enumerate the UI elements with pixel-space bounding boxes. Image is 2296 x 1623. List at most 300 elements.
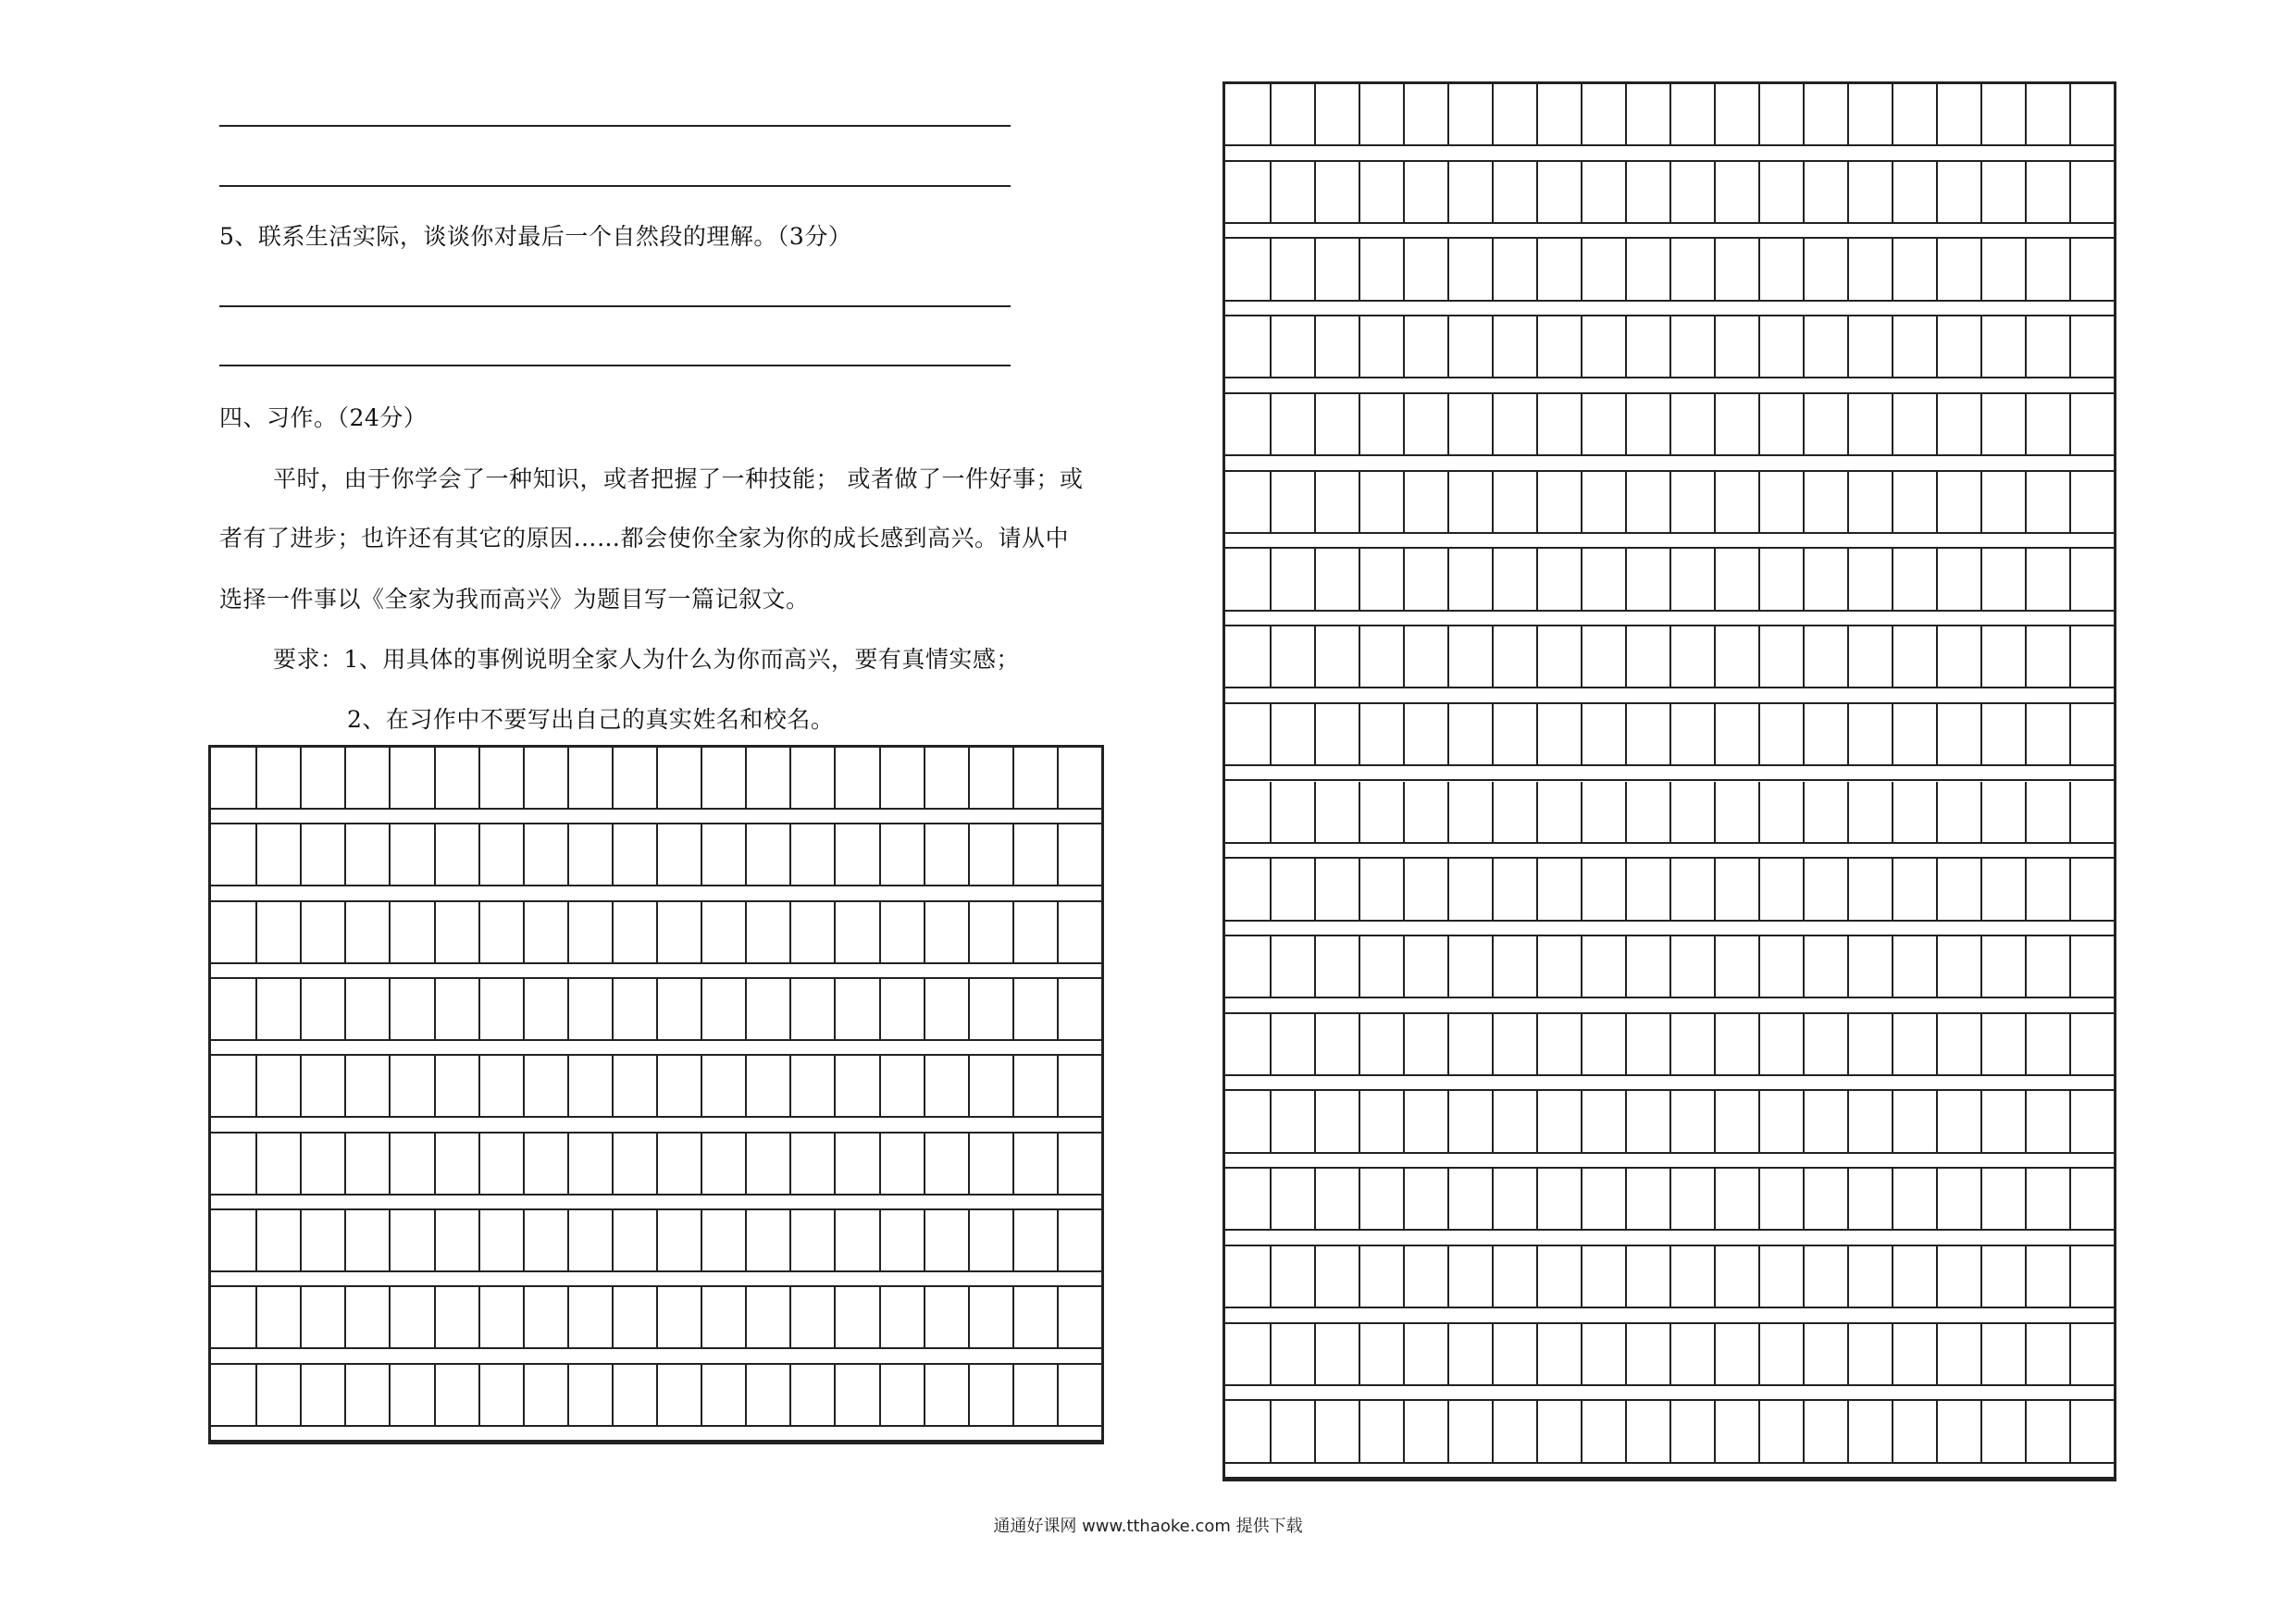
grid-cell-divider [1492,472,1494,532]
grid-row[interactable] [1225,472,2114,550]
grid-cell-divider [1714,1091,1716,1151]
grid-cell-divider [434,979,436,1039]
grid-cell-divider [2069,782,2071,842]
grid-cell-divider [1270,1014,1272,1074]
grid-cell-divider [1057,824,1059,885]
grid-cell-divider [255,824,257,885]
grid-cell-divider [389,748,391,808]
grid-cell-divider [478,1134,480,1194]
row-spacer-band [1225,1384,2114,1401]
grid-cell-divider [1758,472,1760,532]
grid-cell-divider [1980,1401,1982,1461]
grid-cell-divider [2069,859,2071,919]
row-spacer-band [1225,1307,2114,1323]
grid-cell-divider [1270,1246,1272,1307]
grid-cell-divider [1057,902,1059,962]
grid-cell-divider [1403,1246,1405,1307]
grid-cell-divider [478,748,480,808]
grid-cell-divider [1803,84,1805,144]
grid-cell-divider [1758,1246,1760,1307]
grid-cell-divider [745,1365,747,1425]
answer-line-1[interactable] [219,125,1011,127]
grid-cell-divider [1447,626,1449,687]
grid-cell-divider [567,979,569,1039]
grid-row[interactable] [1225,1401,2114,1479]
grid-cell-divider [1892,162,1893,222]
prompt-line-3: 选择一件事以《全家为我而高兴》为题目写一篇记叙文。 [219,586,810,613]
grid-cell-divider [1270,162,1272,222]
grid-cell-divider [1012,1134,1014,1194]
grid-cell-divider [1936,936,1938,997]
grid-row[interactable] [1225,549,2114,626]
grid-cell-divider [300,824,302,885]
grid-cell-divider [1714,936,1716,997]
grid-cell-divider [1892,394,1893,454]
grid-cell-divider [1892,1246,1893,1307]
grid-cell-divider [1270,472,1272,532]
grid-cell-divider [1581,394,1582,454]
grid-row[interactable] [1225,859,2114,936]
grid-cell-divider [567,1134,569,1194]
row-spacer-band [211,808,1101,824]
grid-cell-divider [1447,394,1449,454]
grid-cell-divider [1847,1401,1849,1461]
grid-cell-divider [1669,162,1671,222]
grid-cell-divider [1936,472,1938,532]
grid-cell-divider [745,1287,747,1347]
grid-cell-divider [1803,316,1805,377]
grid-row[interactable] [1225,1014,2114,1092]
grid-cell-divider [1847,472,1849,532]
grid-cell-divider [656,824,658,885]
grid-cell-divider [1403,1014,1405,1074]
row-spacer-band [1225,144,2114,161]
grid-cell-divider [1847,162,1849,222]
grid-cell-divider [1403,162,1405,222]
grid-cell-divider [1403,1169,1405,1229]
grid-cell-divider [478,1365,480,1425]
grid-cell-divider [2069,1324,2071,1384]
grid-cell-divider [1536,1014,1538,1074]
grid-cell-divider [1447,472,1449,532]
grid-cell-divider [879,1134,881,1194]
grid-cell-divider [789,1134,791,1194]
grid-cell-divider [1669,626,1671,687]
grid-cell-divider [1012,1365,1014,1425]
grid-cell-divider [567,824,569,885]
grid-cell-divider [1758,1014,1760,1074]
grid-cell-divider [2025,859,2027,919]
grid-cell-divider [1447,549,1449,609]
grid-row[interactable] [1225,162,2114,240]
grid-cell-divider [1359,1014,1360,1074]
grid-cell-divider [1314,626,1316,687]
grid-cell-divider [701,1210,702,1270]
grid-row[interactable] [1225,782,2114,860]
grid-cell-divider [1057,1134,1059,1194]
grid-cell-divider [1403,1091,1405,1151]
grid-cell-divider [2069,84,2071,144]
grid-cell-divider [255,1287,257,1347]
grid-cell-divider [1536,549,1538,609]
grid-cell-divider [1012,748,1014,808]
grid-cell-divider [389,979,391,1039]
grid-cell-divider [344,979,346,1039]
grid-cell-divider [567,1210,569,1270]
grid-cell-divider [300,1365,302,1425]
row-spacer-band [1225,300,2114,316]
grid-cell-divider [300,902,302,962]
grid-cell-divider [1270,626,1272,687]
grid-cell-divider [1803,1401,1805,1461]
row-spacer-band [1225,610,2114,626]
grid-cell-divider [1847,394,1849,454]
grid-cell-divider [1536,1169,1538,1229]
grid-row[interactable] [211,1210,1101,1287]
grid-cell-divider [2069,394,2071,454]
grid-cell-divider [1403,549,1405,609]
grid-cell-divider [1669,782,1671,842]
grid-cell-divider [2069,1091,2071,1151]
grid-cell-divider [434,1056,436,1116]
grid-cell-divider [1669,84,1671,144]
grid-cell-divider [1669,704,1671,764]
grid-cell-divider [1447,1014,1449,1074]
grid-row[interactable] [211,902,1101,979]
grid-cell-divider [1669,1324,1671,1384]
grid-cell-divider [2069,239,2071,299]
grid-row[interactable] [1225,1324,2114,1402]
grid-cell-divider [300,1287,302,1347]
grid-cell-divider [478,979,480,1039]
grid-cell-divider [1936,1014,1938,1074]
grid-cell-divider [1892,936,1893,997]
grid-cell-divider [834,1287,836,1347]
grid-cell-divider [1314,316,1316,377]
grid-cell-divider [1758,626,1760,687]
grid-row[interactable] [211,1287,1101,1364]
grid-cell-divider [968,1287,970,1347]
grid-cell-divider [478,902,480,962]
grid-cell-divider [1669,1091,1671,1151]
grid-cell-divider [1314,239,1316,299]
grid-cell-divider [1669,239,1671,299]
grid-cell-divider [1536,1324,1538,1384]
grid-cell-divider [2069,1246,2071,1307]
grid-cell-divider [1758,1091,1760,1151]
grid-cell-divider [1581,1246,1582,1307]
grid-cell-divider [1714,1401,1716,1461]
grid-cell-divider [1492,704,1494,764]
grid-cell-divider [1936,239,1938,299]
grid-cell-divider [300,748,302,808]
row-spacer-band [211,1116,1101,1133]
grid-cell-divider [2025,936,2027,997]
grid-cell-divider [1625,162,1627,222]
grid-cell-divider [1625,316,1627,377]
grid-cell-divider [1536,859,1538,919]
grid-cell-divider [701,748,702,808]
grid-cell-divider [1492,936,1494,997]
grid-row[interactable] [1225,704,2114,782]
grid-cell-divider [1492,394,1494,454]
grid-cell-divider [1581,1401,1582,1461]
grid-cell-divider [1980,472,1982,532]
grid-cell-divider [1359,782,1360,842]
grid-cell-divider [434,1210,436,1270]
grid-cell-divider [656,1365,658,1425]
grid-cell-divider [1492,1401,1494,1461]
grid-cell-divider [1447,1324,1449,1384]
grid-cell-divider [1403,239,1405,299]
grid-cell-divider [1892,1401,1893,1461]
grid-cell-divider [1847,1246,1849,1307]
grid-cell-divider [834,1210,836,1270]
grid-cell-divider [1714,704,1716,764]
row-spacer-band [1225,764,2114,781]
grid-row[interactable] [1225,626,2114,704]
grid-cell-divider [255,979,257,1039]
grid-row[interactable] [211,1134,1101,1210]
grid-cell-divider [1803,626,1805,687]
grid-cell-divider [1936,549,1938,609]
grid-cell-divider [1403,316,1405,377]
grid-cell-divider [2025,239,2027,299]
grid-cell-divider [1270,704,1272,764]
grid-row[interactable] [1225,239,2114,316]
grid-cell-divider [523,902,525,962]
grid-row[interactable] [211,979,1101,1056]
grid-cell-divider [789,902,791,962]
grid-cell-divider [1492,859,1494,919]
grid-cell-divider [2025,162,2027,222]
grid-cell-divider [1314,704,1316,764]
row-spacer-band [211,962,1101,979]
grid-cell-divider [1892,1091,1893,1151]
grid-cell-divider [2069,1014,2071,1074]
grid-cell-divider [1936,626,1938,687]
grid-cell-divider [1625,936,1627,997]
grid-cell-divider [300,979,302,1039]
grid-row[interactable] [1225,1169,2114,1246]
grid-cell-divider [434,1287,436,1347]
grid-cell-divider [1359,84,1360,144]
row-spacer-band [1225,222,2114,239]
grid-cell-divider [2025,1401,2027,1461]
grid-cell-divider [1536,84,1538,144]
grid-row[interactable] [1225,936,2114,1014]
grid-cell-divider [834,1365,836,1425]
grid-cell-divider [2025,1324,2027,1384]
grid-cell-divider [1403,1401,1405,1461]
grid-cell-divider [1359,1401,1360,1461]
grid-cell-divider [1980,1324,1982,1384]
grid-cell-divider [1492,1014,1494,1074]
grid-cell-divider [1980,704,1982,764]
grid-cell-divider [567,902,569,962]
grid-cell-divider [1625,472,1627,532]
grid-cell-divider [1714,782,1716,842]
row-spacer-band [1225,997,2114,1013]
grid-cell-divider [1012,1056,1014,1116]
grid-cell-divider [1892,859,1893,919]
grid-cell-divider [1314,936,1316,997]
grid-cell-divider [1492,626,1494,687]
grid-cell-divider [1492,782,1494,842]
grid-cell-divider [1581,1091,1582,1151]
writing-grid-right[interactable] [1222,81,2116,1481]
row-spacer-band [211,1425,1101,1442]
grid-cell-divider [879,748,881,808]
grid-cell-divider [879,1210,881,1270]
grid-cell-divider [478,1056,480,1116]
grid-cell-divider [344,824,346,885]
grid-cell-divider [1314,472,1316,532]
grid-cell-divider [1980,84,1982,144]
grid-cell-divider [1892,1014,1893,1074]
grid-cell-divider [924,1056,925,1116]
grid-cell-divider [1536,162,1538,222]
grid-cell-divider [701,979,702,1039]
grid-cell-divider [1714,549,1716,609]
grid-cell-divider [834,1056,836,1116]
grid-cell-divider [1936,1091,1938,1151]
grid-cell-divider [1403,936,1405,997]
grid-cell-divider [924,902,925,962]
answer-line-4[interactable] [219,365,1011,366]
grid-cell-divider [1980,1246,1982,1307]
row-spacer-band [1225,687,2114,703]
grid-cell-divider [2069,704,2071,764]
grid-cell-divider [656,1287,658,1347]
grid-cell-divider [789,748,791,808]
grid-cell-divider [1669,549,1671,609]
grid-cell-divider [1536,239,1538,299]
grid-cell-divider [879,902,881,962]
grid-cell-divider [924,824,925,885]
grid-cell-divider [1758,782,1760,842]
row-spacer-band [211,1039,1101,1056]
grid-cell-divider [1536,472,1538,532]
answer-line-3[interactable] [219,305,1011,307]
grid-cell-divider [1270,1324,1272,1384]
grid-cell-divider [1403,626,1405,687]
grid-cell-divider [1892,84,1893,144]
grid-cell-divider [434,824,436,885]
grid-cell-divider [2069,1169,2071,1229]
grid-cell-divider [389,824,391,885]
grid-cell-divider [1314,394,1316,454]
grid-cell-divider [701,824,702,885]
grid-cell-divider [924,748,925,808]
grid-cell-divider [1803,1014,1805,1074]
grid-cell-divider [745,1056,747,1116]
grid-cell-divider [2069,1401,2071,1461]
grid-cell-divider [1625,1169,1627,1229]
grid-cell-divider [701,1134,702,1194]
grid-cell-divider [344,748,346,808]
grid-cell-divider [1492,162,1494,222]
grid-cell-divider [523,1365,525,1425]
grid-cell-divider [745,1210,747,1270]
grid-cell-divider [1980,859,1982,919]
grid-cell-divider [1625,1246,1627,1307]
grid-cell-divider [389,1056,391,1116]
grid-cell-divider [1847,316,1849,377]
prompt-line-1: 平时，由于你学会了一种知识，或者把握了一种技能； 或者做了一件好事；或 [273,465,1084,492]
grid-row[interactable] [1225,1091,2114,1169]
grid-cell-divider [1803,472,1805,532]
grid-cell-divider [1936,84,1938,144]
grid-cell-divider [968,1134,970,1194]
grid-row[interactable] [211,1365,1101,1442]
grid-cell-divider [968,748,970,808]
grid-cell-divider [1758,859,1760,919]
grid-cell-divider [1669,472,1671,532]
grid-row[interactable] [1225,394,2114,472]
grid-cell-divider [389,1210,391,1270]
grid-cell-divider [612,748,614,808]
grid-cell-divider [1936,1401,1938,1461]
grid-row[interactable] [1225,84,2114,162]
grid-row[interactable] [211,748,1101,824]
grid-cell-divider [2025,316,2027,377]
grid-row[interactable] [1225,316,2114,394]
grid-cell-divider [1314,1401,1316,1461]
answer-line-2[interactable] [219,185,1011,187]
grid-cell-divider [1359,316,1360,377]
grid-cell-divider [1714,859,1716,919]
grid-cell-divider [1758,549,1760,609]
grid-cell-divider [1581,472,1582,532]
grid-cell-divider [1803,1169,1805,1229]
grid-cell-divider [1803,782,1805,842]
grid-cell-divider [1803,1091,1805,1151]
grid-cell-divider [2025,704,2027,764]
grid-cell-divider [344,1210,346,1270]
grid-cell-divider [834,902,836,962]
grid-cell-divider [1057,748,1059,808]
grid-cell-divider [1447,704,1449,764]
grid-cell-divider [1847,1091,1849,1151]
grid-row[interactable] [211,1056,1101,1133]
grid-cell-divider [1492,84,1494,144]
grid-row[interactable] [211,824,1101,901]
grid-cell-divider [834,824,836,885]
row-spacer-band [211,1194,1101,1210]
grid-row[interactable] [1225,1246,2114,1324]
grid-cell-divider [1314,84,1316,144]
grid-cell-divider [1536,936,1538,997]
grid-cell-divider [523,1056,525,1116]
grid-cell-divider [879,1287,881,1347]
grid-cell-divider [1492,1324,1494,1384]
grid-cell-divider [1581,1014,1582,1074]
row-spacer-band [1225,842,2114,859]
grid-cell-divider [1714,626,1716,687]
grid-cell-divider [2025,626,2027,687]
grid-cell-divider [1536,394,1538,454]
grid-cell-divider [1012,979,1014,1039]
grid-cell-divider [1714,1014,1716,1074]
grid-cell-divider [1892,626,1893,687]
grid-cell-divider [1492,239,1494,299]
writing-grid-left[interactable] [208,745,1104,1444]
grid-cell-divider [389,1287,391,1347]
grid-cell-divider [1892,316,1893,377]
grid-cell-divider [1314,549,1316,609]
grid-cell-divider [1936,704,1938,764]
